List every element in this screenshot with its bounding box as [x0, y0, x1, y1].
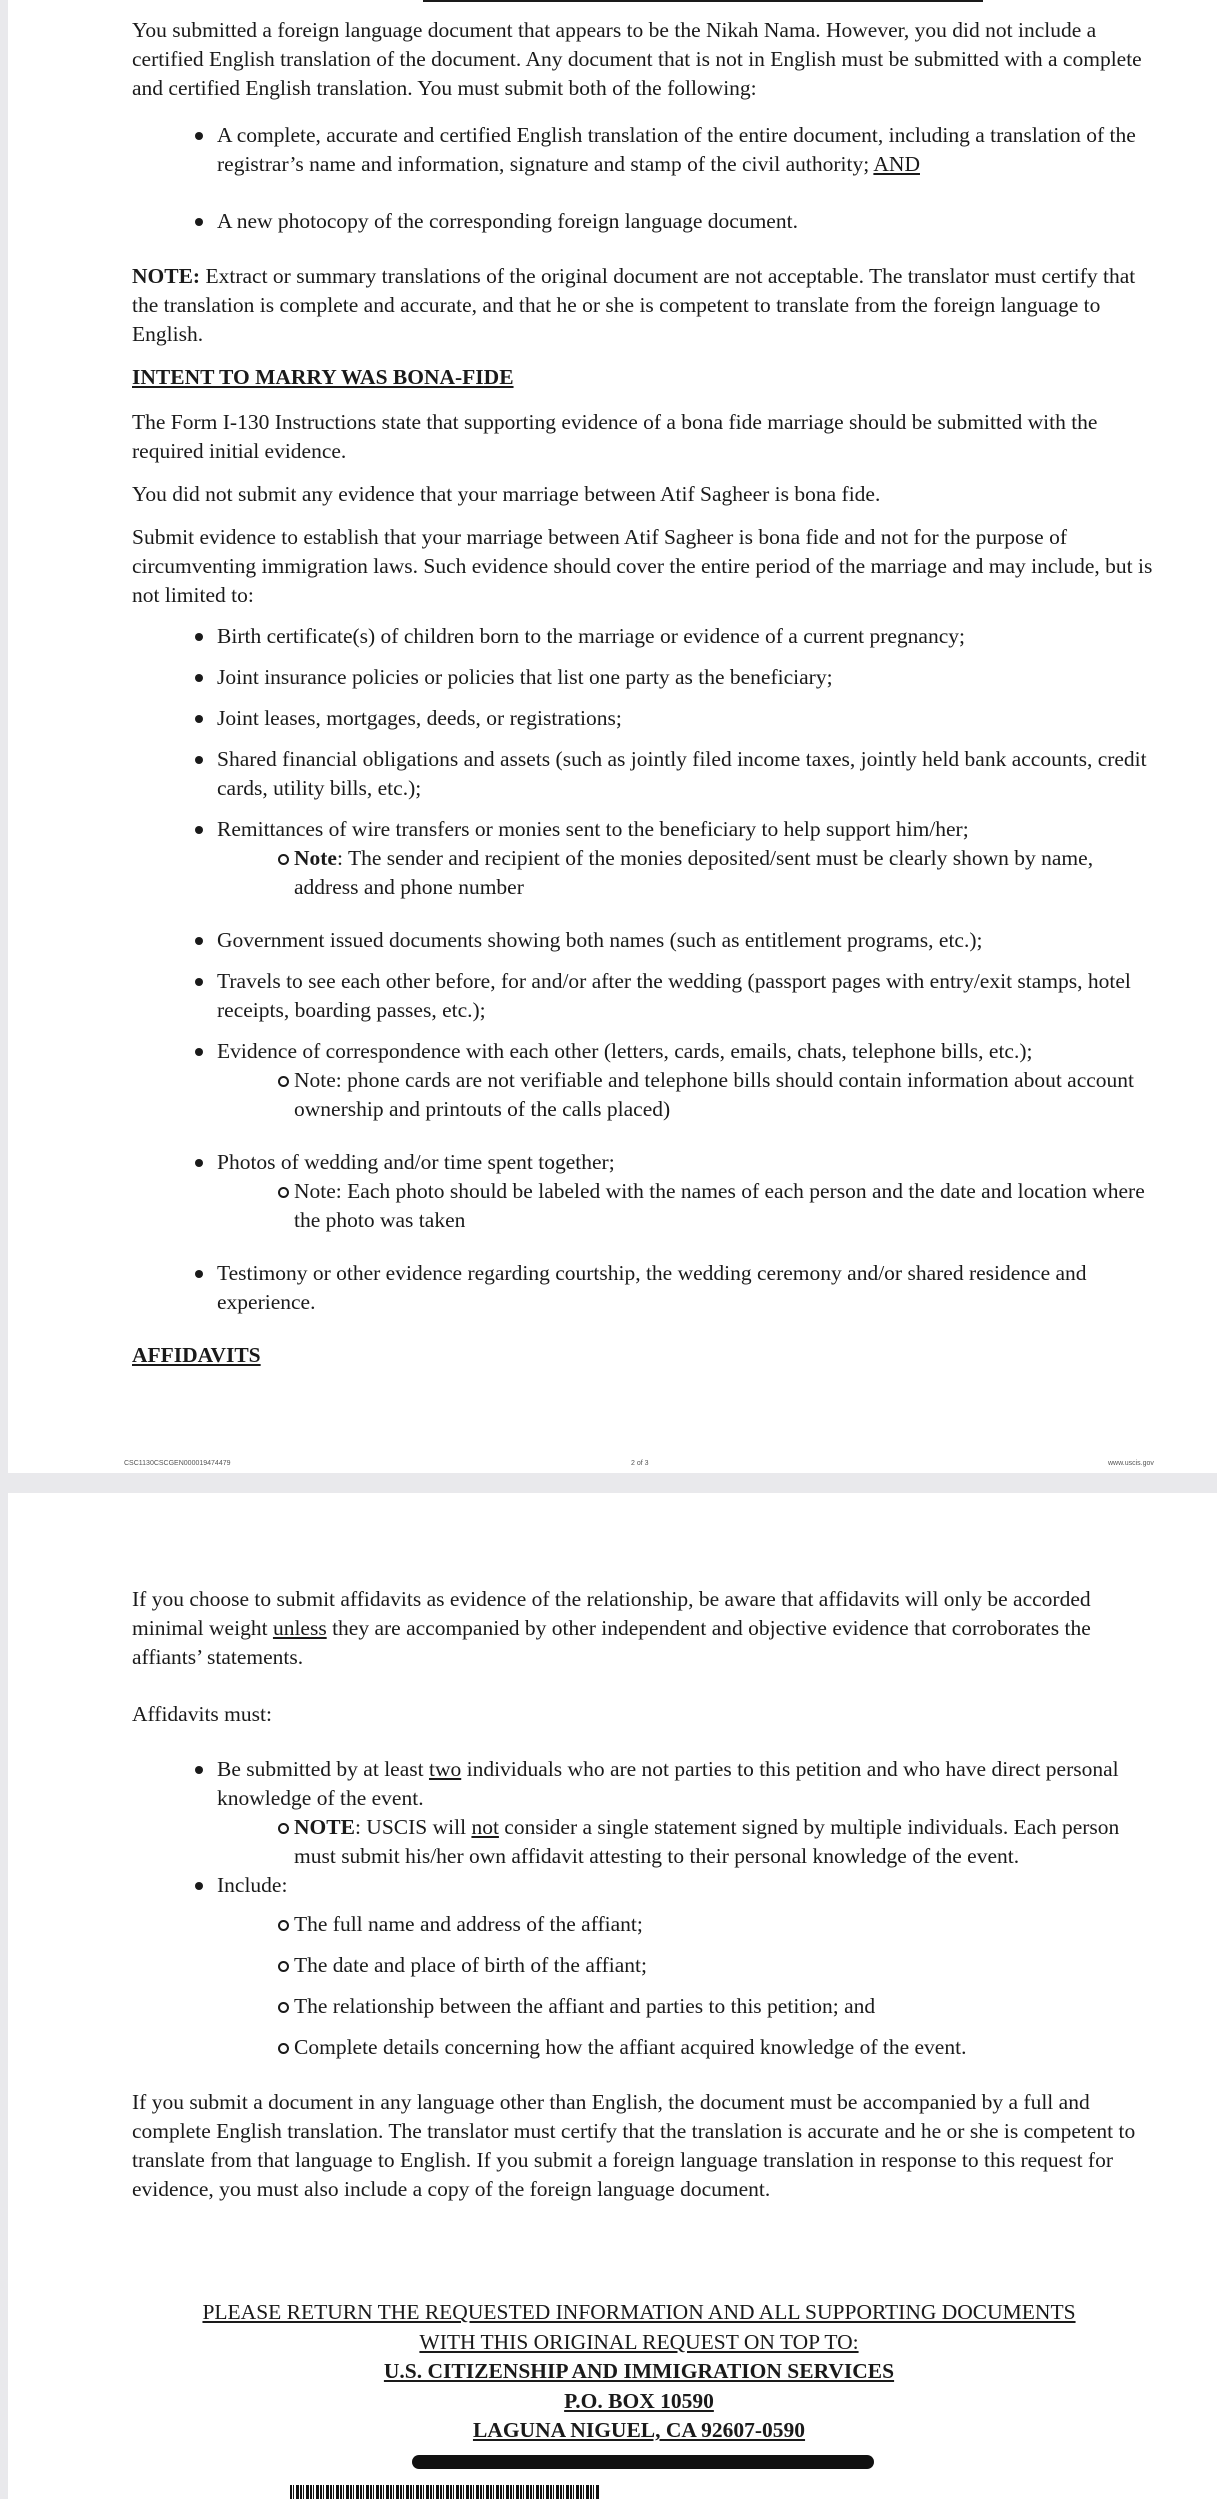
sub-list	[132, 1910, 1162, 2062]
list-item: Travels to see each other before, for and/or after the wedding (passport pages with entry/exit stamps, hotel receipts, boarding passes, etc.);	[132, 967, 1162, 1025]
bullet-icon	[195, 1766, 203, 1774]
bullet-icon	[195, 1270, 203, 1278]
bullet-icon	[195, 674, 203, 682]
bullet-icon	[195, 756, 203, 764]
bullet-icon	[195, 132, 203, 140]
required-items-list	[132, 121, 1162, 236]
sub-list-item: The relationship between the affiant and parties to this petition; and	[132, 1992, 1162, 2021]
circle-bullet-icon	[278, 1187, 289, 1198]
header-rule	[423, 0, 983, 2]
intent-paragraph-2: You did not submit any evidence that your marriage between Atif Sagheer is bona fide.	[132, 482, 881, 506]
closing-line-2: WITH THIS ORIGINAL REQUEST ON TOP TO:	[419, 2329, 859, 2354]
list-item: Evidence of correspondence with each other (letters, cards, emails, chats, telephone bills, etc.); Note: phone cards are not verifiable and telephone bills should contain information about account ownership and printouts of the calls placed)	[132, 1037, 1162, 1124]
sub-list-item: Note: Each photo should be labeled with the names of each person and the date and location where the photo was taken	[132, 1177, 1162, 1235]
intent-paragraph-1: The Form I-130 Instructions state that supporting evidence of a bona fide marriage should be submitted with the required initial evidence.	[132, 410, 1098, 463]
list-item: Photos of wedding and/or time spent together; Note: Each photo should be labeled with the names of each person and the date and location where the photo was taken	[132, 1148, 1162, 1235]
bullet-icon	[195, 1159, 203, 1167]
footer-left: CSC1130CSCGEN000019474479	[124, 1460, 231, 1467]
sub-list-item: The full name and address of the affiant;	[132, 1910, 1162, 1939]
sub-list-item: The date and place of birth of the affiant;	[132, 1951, 1162, 1980]
sub-list	[132, 1177, 1162, 1235]
list-item: Joint insurance policies or policies that list one party as the beneficiary;	[132, 663, 1162, 692]
circle-bullet-icon	[278, 1076, 289, 1087]
page-content	[132, 1585, 1162, 2222]
return-address-block	[124, 2298, 1154, 2446]
circle-bullet-icon	[278, 2043, 289, 2054]
bullet-icon	[195, 978, 203, 986]
sub-list-item: NOTE: USCIS will not consider a single statement signed by multiple individuals. Each person must submit his/her own affidavit attesting to their personal knowledge of the event.	[132, 1813, 1162, 1871]
sub-list	[132, 1066, 1162, 1124]
closing-line-4: P.O. BOX 10590	[564, 2388, 714, 2413]
list-item: Shared financial obligations and assets (such as jointly filed income taxes, jointly held bank accounts, credit cards, utility bills, etc.);	[132, 745, 1162, 803]
bullet-icon	[195, 826, 203, 834]
sub-list	[132, 844, 1162, 902]
intent-paragraph-3: Submit evidence to establish that your marriage between Atif Sagheer is bona fide and not for the purpose of circumventing immigration laws. Such evidence should cover the entire period of the marriage and may include, but is not limited to:	[132, 525, 1153, 607]
list-item: Joint leases, mortgages, deeds, or registrations;	[132, 704, 1162, 733]
circle-bullet-icon	[278, 2002, 289, 2013]
list-item: A new photocopy of the corresponding foreign language document.	[132, 207, 1162, 236]
affidavit-paragraph: If you choose to submit affidavits as evidence of the relationship, be aware that affidavits will only be accorded minimal weight unless they are accompanied by other independent and objective evidence that corroborates the affiants’ statements.	[132, 1587, 1091, 1669]
affidavits-must-label: Affidavits must:	[132, 1702, 272, 1726]
translation-paragraph: If you submit a document in any language other than English, the document must be accompanied by a full and complete English translation. The translator must certify that the translation is accurate and he or she is competent to translate from that language to English. If you submit a foreign language translation in response to this request for evidence, you must also include a copy of the foreign language document.	[132, 2090, 1136, 2201]
redaction-bar	[412, 2455, 874, 2469]
circle-bullet-icon	[278, 1961, 289, 1972]
list-item: Birth certificate(s) of children born to the marriage or evidence of a current pregnancy;	[132, 622, 1162, 651]
closing-line-5: LAGUNA NIGUEL, CA 92607-0590	[472, 2418, 806, 2442]
closing-line-1: PLEASE RETURN THE REQUESTED INFORMATION AND ALL SUPPORTING DOCUMENTS	[202, 2300, 1076, 2324]
bullet-icon	[195, 1882, 203, 1890]
list-item: Be submitted by at least two individuals who are not parties to this petition and who have direct personal knowledge of the event. NOTE: USCIS will not consider a single statement signed by multiple individuals. Each person must submit his/her own affidavit attesting to their personal knowledge of the event.	[132, 1755, 1162, 1871]
sub-list-item: Note: The sender and recipient of the monies deposited/sent must be clearly shown by name, address and phone number	[132, 844, 1162, 902]
circle-bullet-icon	[278, 854, 289, 865]
bullet-icon	[195, 1048, 203, 1056]
intro-paragraph: You submitted a foreign language document that appears to be the Nikah Nama. However, you did not include a certified English translation of the document. Any document that is not in English must be submitted with a complete and certified English translation. You must submit both of the following:	[132, 18, 1142, 100]
footer-url: www.uscis.gov	[1108, 1460, 1154, 1467]
sub-list-item: Note: phone cards are not verifiable and telephone bills should contain information about account ownership and printouts of the calls placed)	[132, 1066, 1162, 1124]
bullet-icon	[195, 218, 203, 226]
bullet-icon	[195, 715, 203, 723]
circle-bullet-icon	[278, 1920, 289, 1931]
sub-list	[132, 1813, 1162, 1871]
list-item: Testimony or other evidence regarding courtship, the wedding ceremony and/or shared residence and experience.	[132, 1259, 1162, 1317]
section-heading-affidavits: AFFIDAVITS	[132, 1343, 261, 1367]
closing-line-3: U.S. CITIZENSHIP AND IMMIGRATION SERVICES	[383, 2359, 895, 2383]
note-paragraph: NOTE: Extract or summary translations of the original document are not acceptable. The translator must certify that the translation is complete and accurate, and that he or she is competent to translate from the foreign language to English.	[132, 264, 1136, 346]
document-page-2	[8, 0, 1217, 1473]
list-item: Government issued documents showing both names (such as entitlement programs, etc.);	[132, 926, 1162, 955]
list-item: A complete, accurate and certified English translation of the entire document, including a translation of the registrar’s name and information, signature and stamp of the civil authority; AND	[132, 121, 1162, 179]
list-item: Remittances of wire transfers or monies sent to the beneficiary to help support him/her; Note: The sender and recipient of the monies deposited/sent must be clearly shown by name, address and phone number	[132, 815, 1162, 902]
section-heading-intent: INTENT TO MARRY WAS BONA-FIDE	[132, 365, 514, 389]
footer-page-number: 2 of 3	[631, 1460, 649, 1467]
evidence-list	[132, 622, 1162, 1317]
sub-list-item: Complete details concerning how the affiant acquired knowledge of the event.	[132, 2033, 1162, 2062]
bullet-icon	[195, 937, 203, 945]
circle-bullet-icon	[278, 1823, 289, 1834]
bullet-icon	[195, 633, 203, 641]
page-content	[132, 16, 1162, 1386]
list-item: Include: The full name and address of the affiant; The date and place of birth of the affiant; The relationship between the affiant and parties to this petition; and Complete details concerning how the affiant acquired knowledge of the event.	[132, 1871, 1162, 2062]
barcode	[290, 2485, 600, 2499]
affidavit-requirements-list	[132, 1755, 1162, 2062]
